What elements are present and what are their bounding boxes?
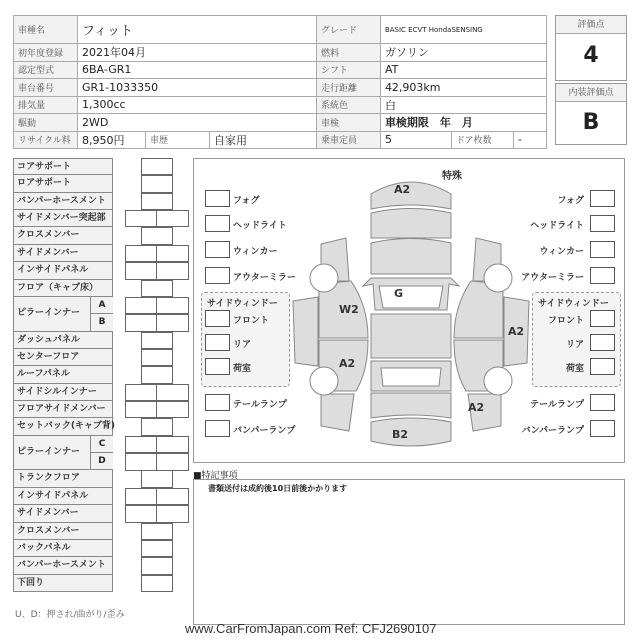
- left-rear-fender: [321, 394, 354, 431]
- frame-item-label: ルーフパネル: [13, 366, 113, 383]
- left-side-window-box[interactable]: [205, 358, 230, 375]
- frame-check-box-right[interactable]: [156, 384, 189, 401]
- label: 走行距離: [316, 79, 380, 97]
- frame-item-sub: C: [90, 436, 113, 453]
- left-side-piece: [293, 297, 318, 366]
- frame-check-box[interactable]: [141, 280, 173, 297]
- color-value: 白: [380, 96, 546, 114]
- left-item-label: ヘッドライト: [233, 221, 287, 231]
- frame-check-box-right[interactable]: [156, 262, 189, 279]
- label: 系統色: [316, 96, 380, 114]
- damage-diagram: [193, 158, 625, 463]
- frame-check-box[interactable]: [141, 193, 173, 210]
- interior-score-value: B: [582, 110, 600, 135]
- label: シフト: [316, 61, 380, 79]
- left-side-window-label: フロント: [233, 316, 270, 326]
- legend-text: U、D：押され/曲がり/歪み: [15, 610, 125, 620]
- right-lamp-label: テールランプ: [530, 400, 584, 410]
- left-lamp-label: バンパーランプ: [233, 426, 296, 436]
- chassis-value: GR1-1033350: [78, 79, 317, 97]
- special-label: 特殊: [442, 171, 462, 182]
- frame-check-box[interactable]: [141, 470, 173, 487]
- wheel: [310, 264, 338, 292]
- left-side-window-label: 荷室: [233, 364, 252, 374]
- frame-check-box[interactable]: [141, 158, 173, 175]
- left-lamp-label: テールランプ: [233, 400, 287, 410]
- score-value: 4: [583, 43, 599, 68]
- left-item-label: ウィンカー: [233, 247, 278, 257]
- right-side-window-label: 荷室: [565, 364, 584, 374]
- label: 排気量: [14, 96, 78, 114]
- frame-check-box[interactable]: [141, 227, 173, 244]
- reg-value: 2021年04月: [78, 44, 317, 62]
- fuel-value: ガソリン: [380, 44, 546, 62]
- interior-score-box: [555, 83, 627, 145]
- front-bumper: [371, 182, 451, 209]
- label: 駆動: [14, 114, 78, 132]
- frame-item-label: サイドシルインナー: [13, 384, 113, 401]
- frame-item-label: ロアサポート: [13, 175, 113, 192]
- frame-check-box-left[interactable]: [125, 384, 157, 401]
- wheel: [484, 367, 512, 395]
- frame-check-box[interactable]: [141, 332, 173, 349]
- right-check-box[interactable]: [590, 267, 615, 284]
- frame-check-box-left[interactable]: [125, 297, 157, 314]
- frame-item-label: フロアサイドメンバー: [13, 401, 113, 418]
- frame-check-box[interactable]: [141, 523, 173, 540]
- frame-check-box-left[interactable]: [125, 505, 157, 522]
- frame-check-box-right[interactable]: [156, 453, 189, 470]
- mark-windshield: G: [394, 287, 404, 300]
- label: 乗車定員: [316, 131, 380, 149]
- frame-item-label: フロア（キャブ床）: [13, 280, 113, 297]
- left-check-box[interactable]: [205, 267, 230, 284]
- label: 車歴: [146, 131, 210, 149]
- seats-value: 5: [380, 131, 451, 149]
- frame-item-label: インサイドパネル: [13, 262, 113, 279]
- interior-score-label: 内装評価点: [556, 84, 626, 102]
- right-side-window-box[interactable]: [590, 310, 615, 327]
- frame-check-box-right[interactable]: [156, 314, 189, 331]
- frame-item-label: センターフロア: [13, 349, 113, 366]
- mark-front-bumper: A2: [394, 183, 411, 196]
- label: 認定型式: [14, 61, 78, 79]
- frame-check-box-right[interactable]: [156, 401, 189, 418]
- frame-item-label: バンパーホースメント: [13, 193, 113, 210]
- recycle-value: 8,950円: [78, 131, 146, 149]
- frame-item-label: サイドメンバー: [13, 245, 113, 262]
- left-lamp-box[interactable]: [205, 394, 230, 411]
- mark-right-rear-door: A2: [508, 325, 525, 338]
- frame-check-box[interactable]: [141, 575, 173, 592]
- left-item-label: アウターミラー: [233, 273, 296, 283]
- frame-check-box-left[interactable]: [125, 453, 157, 470]
- left-side-window-title: サイドウィンドー: [207, 299, 278, 309]
- right-item-label: ヘッドライト: [530, 221, 584, 231]
- frame-item-label: バックパネル: [13, 540, 113, 557]
- frame-check-box[interactable]: [141, 557, 173, 574]
- frame-item-label: インサイドパネル: [13, 488, 113, 505]
- frame-check-box-right[interactable]: [156, 297, 189, 314]
- inspection-value: 車検期限 年 月: [380, 114, 546, 132]
- overall-score-box: [555, 15, 627, 81]
- trunk: [371, 393, 451, 418]
- wheel: [310, 367, 338, 395]
- watermark: www.CarFromJapan.com Ref: CFJ2690107: [185, 621, 437, 636]
- right-side-window-label: リア: [565, 340, 584, 350]
- label: 初年度登録: [14, 44, 78, 62]
- right-item-label: アウターミラー: [521, 273, 584, 283]
- right-check-box[interactable]: [590, 241, 615, 258]
- frame-item-label: ピラーインナー: [13, 436, 113, 471]
- model-value: フィット: [78, 16, 317, 44]
- vehicle-info-table: [13, 15, 547, 149]
- frame-check-box-right[interactable]: [156, 210, 189, 227]
- left-side-window-box[interactable]: [205, 310, 230, 327]
- frame-item-label: ダッシュパネル: [13, 332, 113, 349]
- frame-item-label: ピラーインナー: [13, 297, 113, 332]
- windshield-glass: [379, 286, 443, 308]
- frame-item-label: トランクフロア: [13, 470, 113, 487]
- wheel: [484, 264, 512, 292]
- frame-item-label: サイドメンバー: [13, 505, 113, 522]
- left-item-label: フォグ: [233, 196, 260, 206]
- frame-check-box[interactable]: [141, 418, 173, 435]
- shift-value: AT: [380, 61, 546, 79]
- frame-item-label: 下回り: [13, 575, 113, 592]
- right-side-window-title: サイドウィンドー: [538, 299, 609, 309]
- rear-bumper: [371, 418, 451, 446]
- frame-check-box-left[interactable]: [125, 401, 157, 418]
- frame-item-label: クロスメンバー: [13, 523, 113, 540]
- mileage-value: 42,903km: [380, 79, 546, 97]
- hood: [371, 209, 451, 239]
- label: 燃料: [316, 44, 380, 62]
- drive-value: 2WD: [78, 114, 317, 132]
- right-lamp-box[interactable]: [590, 394, 615, 411]
- grade-value: BASIC ECVT HondaSENSING: [380, 16, 546, 44]
- right-side-window-box[interactable]: [590, 358, 615, 375]
- frame-item-label: クロスメンバー: [13, 227, 113, 244]
- left-check-box[interactable]: [205, 215, 230, 232]
- frame-check-box-right[interactable]: [156, 245, 189, 262]
- frame-check-box-left[interactable]: [125, 245, 157, 262]
- frame-check-box-left[interactable]: [125, 210, 157, 227]
- frame-item-label: サイドメンバー突起部: [13, 210, 113, 227]
- frame-item-label: コアサポート: [13, 158, 113, 175]
- label: 車検: [316, 114, 380, 132]
- rear-window-glass: [381, 368, 441, 386]
- doors-value: -: [513, 131, 546, 149]
- frame-check-box[interactable]: [141, 175, 173, 192]
- mark-rear-bumper: B2: [392, 428, 409, 441]
- frame-item-sub: A: [90, 297, 113, 314]
- mark-left-front-door: W2: [339, 303, 359, 316]
- frame-item-sub: B: [90, 314, 113, 331]
- right-side-window-label: フロント: [547, 316, 584, 326]
- right-item-label: ウィンカー: [539, 247, 584, 257]
- frame-check-box-right[interactable]: [156, 488, 189, 505]
- right-check-box[interactable]: [590, 215, 615, 232]
- left-check-box[interactable]: [205, 190, 230, 207]
- left-side-window-label: リア: [233, 340, 252, 350]
- frame-item-label: セットバック(キャブ背): [13, 418, 113, 435]
- displacement-value: 1,300cc: [78, 96, 317, 114]
- right-item-label: フォグ: [557, 196, 584, 206]
- frame-check-box[interactable]: [141, 349, 173, 366]
- frame-check-box-left[interactable]: [125, 314, 157, 331]
- front-roof: [371, 239, 451, 275]
- type-value: 6BA-GR1: [78, 61, 317, 79]
- history-value: 自家用: [210, 131, 317, 149]
- roof: [371, 314, 451, 358]
- label: リサイクル料: [14, 131, 78, 149]
- frame-check-box-left[interactable]: [125, 262, 157, 279]
- label: ドア枚数: [451, 131, 513, 149]
- frame-item-sub: D: [90, 453, 113, 470]
- left-side-window-box[interactable]: [205, 334, 230, 351]
- left-check-box[interactable]: [205, 241, 230, 258]
- label: 車種名: [14, 16, 78, 44]
- mark-left-rear-door: A2: [339, 357, 356, 370]
- right-lamp-label: バンパーランプ: [521, 426, 584, 436]
- frame-check-box-left[interactable]: [125, 436, 157, 453]
- right-check-box[interactable]: [590, 190, 615, 207]
- right-lamp-box[interactable]: [590, 420, 615, 437]
- right-side-window-box[interactable]: [590, 334, 615, 351]
- score-label: 評価点: [556, 16, 626, 34]
- frame-item-label: バンパーホースメント: [13, 557, 113, 574]
- frame-check-box[interactable]: [141, 540, 173, 557]
- notes-box: [193, 479, 625, 625]
- notes-title: ■特記事項: [193, 471, 238, 481]
- frame-check-box-right[interactable]: [156, 436, 189, 453]
- left-lamp-box[interactable]: [205, 420, 230, 437]
- frame-check-box-left[interactable]: [125, 488, 157, 505]
- frame-check-box[interactable]: [141, 366, 173, 383]
- notes-text: 書類送付は成約後10日前後かかります: [208, 484, 348, 493]
- mark-right-rear-fender: A2: [468, 401, 485, 414]
- label: 車台番号: [14, 79, 78, 97]
- label: グレード: [316, 16, 380, 44]
- frame-check-box-right[interactable]: [156, 505, 189, 522]
